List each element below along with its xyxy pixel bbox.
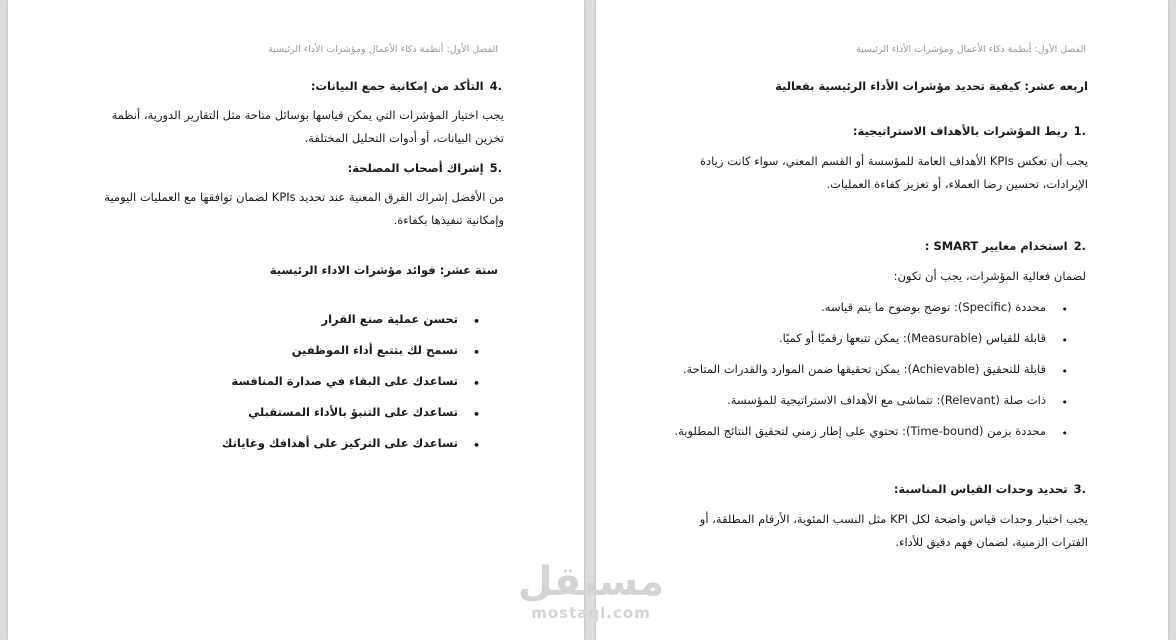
page-header: الفصل الأول: أنظمة ذكاء الأعمال ومؤشرات الأداء الرئيسية [856, 44, 1086, 55]
item-3-number: .3 [1073, 482, 1086, 496]
list-item-text: تساعدك على التركيز على أهدافك وغاياتك [221, 436, 458, 450]
list-item [222, 405, 480, 436]
item-3-paragraph: يجب اختيار وحدات قياس واضحة لكل KPI مثل النسب المئوية، الأرقام المطلقة، أو الفترات الزمنية، لضمان فهم دقيق للأداء. [699, 512, 1088, 549]
item-4-paragraph: يجب اختيار المؤشرات التي يمكن قياسها بوسائل متاحة مثل التقارير الدورية، أنظمة تخزين البيانات، أو أدوات التحليل المختلفة. [111, 108, 504, 145]
item-3-heading-text: تحديد وحدات القياس المناسبة: [893, 482, 1068, 496]
list-item-text: قابلة للتحقيق (Achievable): يمكن تحقيقها ضمن الموارد والقدرات المتاحة. [682, 362, 1046, 376]
list-item [222, 312, 480, 343]
list-item-text: ذات صلة (Relevant): تتماشى مع الأهداف الاستراتيجية للمؤسسة. [727, 393, 1046, 407]
list-item-text: محددة بزمن (Time-bound): تحتوي على إطار زمني لتحقيق النتائج المطلوبة. [674, 424, 1046, 438]
item-5-heading [348, 161, 502, 175]
section-16-title: ستة عشر: فوائد مؤشرات الاداء الرئيسية [269, 263, 498, 277]
list-item-text: تساعدك على البقاء في صدارة المنافسة [231, 374, 458, 388]
bullet-icon: • [472, 346, 480, 359]
page-header: الفصل الأول: أنظمة ذكاء الأعمال ومؤشرات الأداء الرئيسية [268, 44, 498, 55]
watermark-latin-text: mostaql.com [531, 604, 651, 622]
list-item-text: تحسن عملية صنع القرار [321, 312, 458, 326]
list-item-text: تسمح لك بتتبع أداء الموظفين [291, 343, 458, 357]
bullet-icon: • [1061, 303, 1068, 316]
item-2-heading-text: استخدام معايير SMART : [924, 239, 1068, 253]
list-item [674, 362, 1068, 393]
bullet-icon: • [472, 315, 480, 328]
benefits-list [221, 312, 480, 467]
bullet-icon: • [472, 377, 480, 390]
item-4-heading-text: التأكد من إمكانية جمع البيانات: [310, 79, 484, 93]
item-2-intro: لضمان فعالية المؤشرات، يجب أن تكون: [893, 269, 1086, 283]
list-item [674, 331, 1068, 362]
bullet-icon: • [1061, 365, 1068, 378]
list-item-text: محددة (Specific): توضح بوضوح ما يتم قياسه. [821, 300, 1046, 314]
bullet-icon: • [1061, 334, 1068, 347]
bullet-icon: • [472, 408, 480, 421]
list-item [222, 374, 480, 405]
list-item-text: تساعدك على التنبؤ بالأداء المستقبلي [248, 405, 458, 419]
item-4-number: .4 [489, 79, 502, 93]
list-item-text: قابلة للقياس (Measurable): يمكن تتبعها رقميًا أو كميًا. [778, 331, 1046, 345]
item-4-heading [311, 79, 502, 93]
smart-criteria-list [674, 300, 1068, 455]
document-page-right [596, 0, 1168, 640]
item-5-paragraph: من الأفضل إشراك الفرق المعنية عند تحديد KPIs لضمان توافقها مع العمليات اليومية وإمكانية تنفيذها بكفاءة. [104, 190, 504, 227]
document-page-left [8, 0, 584, 640]
section-14-title: اربعه عشر: كيفية تحديد مؤشرات الأداء الرئيسية بفعالية [775, 79, 1088, 93]
bullet-icon: • [472, 439, 480, 452]
item-5-heading-text: إشراك أصحاب المصلحة: [347, 161, 484, 175]
item-1-paragraph: يجب أن تعكس KPIs الأهداف العامة للمؤسسة أو القسم المعني، سواء كانت زيادة الإيرادات، تحسين رضا العملاء، أو تعزيز كفاءة العمليات. [700, 154, 1088, 191]
bullet-icon: • [1061, 427, 1068, 440]
item-1-heading [853, 124, 1086, 138]
list-item [674, 300, 1068, 331]
list-item [222, 343, 480, 374]
bullet-icon: • [1061, 396, 1068, 409]
item-3-heading [894, 482, 1086, 496]
list-item [221, 436, 480, 467]
item-1-number: .1 [1073, 124, 1086, 138]
item-5-number: .5 [489, 161, 502, 175]
item-1-heading-text: ربط المؤشرات بالأهداف الاستراتيجية: [852, 124, 1068, 138]
watermark-arabic-text: مستقل [517, 559, 665, 605]
item-2-number: .2 [1073, 239, 1086, 253]
item-2-heading [925, 239, 1086, 253]
list-item [674, 424, 1068, 455]
list-item [674, 393, 1068, 424]
